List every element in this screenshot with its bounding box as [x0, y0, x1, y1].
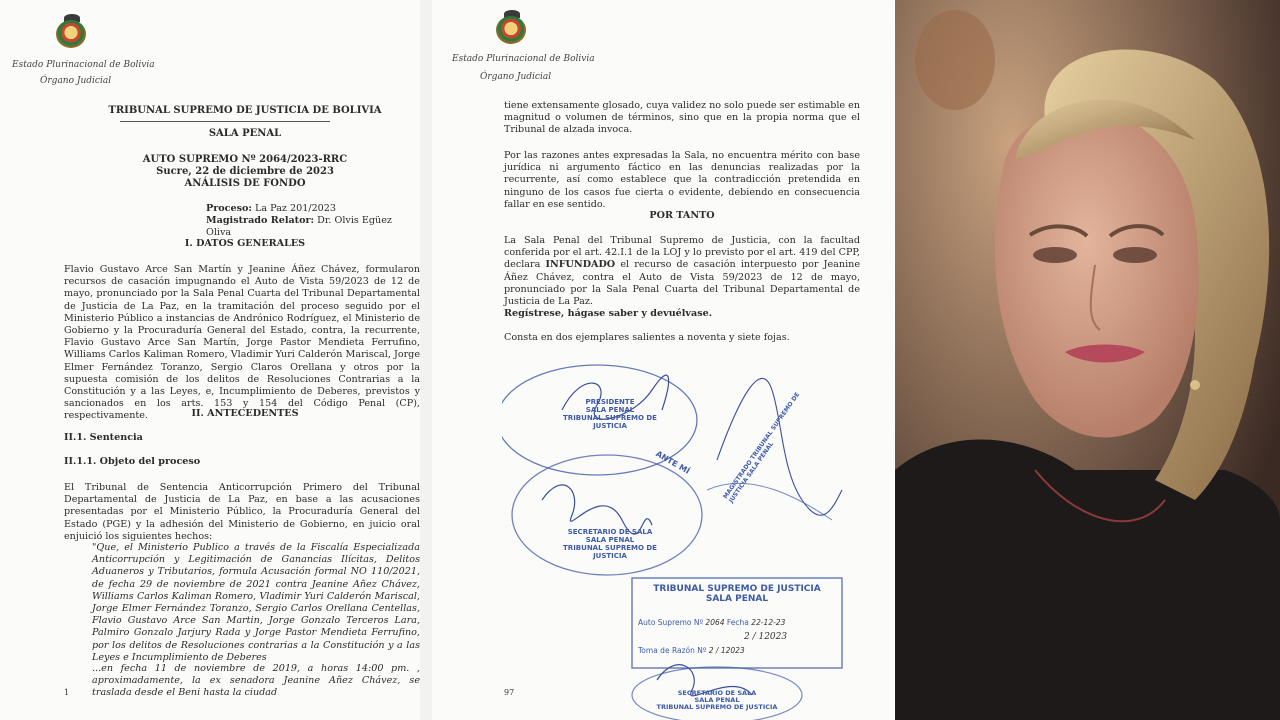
paragraph-tribunal: El Tribunal de Sentencia Anticorrupción Primero del Tribunal Departamental de Justicia de La Paz, en base a las acusaciones presentadas por el Ministerio Público, la Procuraduría General del Estado (PGE) y la adhesión del Ministerio de Gobierno, en juicio oral enjuició los siguientes hechos:: [64, 482, 420, 542]
estado-label: Estado Plurinacional de Bolivia: [12, 60, 155, 70]
stamp-secretario-2-text: SECRETARIO DE SALA SALA PENAL TRIBUNAL SUPREMO DE JUSTICIA: [656, 689, 778, 711]
subsection-objeto: II.1.1. Objeto del proceso: [64, 456, 201, 467]
header-rule: [120, 121, 330, 122]
organo-label: Órgano Judicial: [480, 72, 552, 82]
document-page-2: [432, 0, 894, 720]
analisis-heading: ANÁLISIS DE FONDO: [184, 178, 306, 189]
paragraph-glosado: tiene extensamente glosado, cuya validez no solo puede ser estimable en magnitud o volumen de términos, sino que en la propia norma que el Tribunal de alzada invoca.: [504, 100, 860, 136]
por-tanto-heading: POR TANTO: [649, 210, 715, 221]
estado-label: Estado Plurinacional de Bolivia: [452, 54, 595, 64]
left-eye: [1033, 247, 1077, 263]
stamp-secretario-text: SECRETARIO DE SALA SALA PENAL TRIBUNAL SUPREMO DE JUSTICIA: [563, 528, 657, 560]
ante-mi-stamp: ANTE MÍ: [654, 449, 692, 476]
box-libro-value: 2 / 12023: [744, 632, 788, 642]
consta-line: Consta en dos ejemplares salientes a noventa y siete fojas.: [504, 332, 790, 343]
proceso-line: Proceso: La Paz 201/2023: [206, 203, 336, 214]
box-auto-line: Auto Supremo Nº 2064 Fecha 22-12-23: [638, 618, 786, 627]
portrait-photo: [895, 0, 1280, 720]
section-datos-generales: I. DATOS GENERALES: [184, 238, 306, 249]
page-gap: [420, 0, 432, 720]
bolivia-coat-of-arms-icon: [52, 14, 92, 54]
sala-heading: SALA PENAL: [208, 128, 282, 139]
signature-secretario: [542, 485, 652, 534]
tribunal-heading: TRIBUNAL SUPREMO DE JUSTICIA DE BOLIVIA: [108, 105, 382, 116]
box-toma-line: Toma de Razón Nº 2 / 12023: [638, 646, 745, 655]
quote-acusacion: "Que, el Ministerio Publico a través de la Fiscalía Especializada Anticorrupción y Legitimación de Ganancias Ilícitas, Delitos Aduaneros y Tributarios, formula Acusación formal NO 110/2021, de fecha 29 de noviembre de 2021 contra Jeanine Añez Chávez, Williams Carlos Kaliman Romero, Vladimir Yuri Calderón Mariscal, Jorge Elmer Fernández Toranzo, Sergio Carlos Orellana Centellas, Flavio Gustavo Arce San Martin, Jorge Gonzalo Terceros Lara, Palmiro Gonzalo Jarjury Rada y Jorge Pastor Mendieta Ferrufino, por los delitos de Resoluciones contrarias a la Constitución y a las Leyes e Incumplimiento de Deberes: [92, 542, 420, 663]
quote-hechos: ...en fecha 11 de noviembre de 2019, a horas 14:00 pm. , aproximadamente, la ex senadora Jeanine Añez Chávez, se traslada desde el Beni hasta la ciudad: [92, 663, 420, 699]
page-number-97: 97: [504, 688, 515, 697]
earring-icon: [1190, 380, 1200, 390]
right-eye: [1113, 247, 1157, 263]
magistrado-line: Magistrado Relator: Dr. Olvis Egüez Oliva: [206, 215, 392, 239]
paragraph-datos: Flavio Gustavo Arce San Martín y Jeanine Áñez Chávez, formularon recursos de casación impugnando el Auto de Vista 59/2023 de 12 de mayo, pronunciado por la Sala Penal Cuarta del Tribunal Departamental de Justicia de La Paz, en la tramitación del proceso seguido por el Ministerio Público a instancias de Andrónico Rodríguez, el Ministerio de Gobierno y la Procuraduría General del Estado, contra, la recurrente, Flavio Gustavo Arce San Martín, Jorge Pastor Mendieta Ferrufino, Williams Carlos Kaliman Romero, Vladimir Yuri Calderón Mariscal, Jorge Elmer Fernández Toranzo, Sergio Claros Orellana y otros por la supuesta comisión de los delitos de Resoluciones Contrarias a la Constitución y a las Leyes, e, Incumplimiento de Deberes, previstos y sancionados en los arts. 153 y 154 del Código Penal (CP), respectivamente.: [64, 264, 420, 422]
stamp-magistrado-text: MAGISTRADO TRIBUNAL SUPREMO DE JUSTICIA SALA PENAL: [721, 391, 802, 505]
bolivia-coat-of-arms-icon: [492, 10, 532, 50]
stamp-box-header: TRIBUNAL SUPREMO DE JUSTICIA SALA PENAL: [653, 584, 821, 604]
section-antecedentes: II. ANTECEDENTES: [191, 408, 299, 419]
subsection-sentencia: II.1. Sentencia: [64, 432, 143, 443]
stamp-presidente-text: PRESIDENTE SALA PENAL TRIBUNAL SUPREMO DE JUSTICIA: [563, 398, 657, 430]
document-page-1: [0, 0, 420, 720]
dark-jacket: [895, 440, 1280, 720]
page-number-1: 1: [64, 688, 70, 697]
registrese-line: Regístrese, hágase saber y devuélvase.: [504, 308, 713, 319]
auto-number: AUTO SUPREMO Nº 2064/2023-RRC: [142, 154, 348, 165]
auto-date: Sucre, 22 de diciembre de 2023: [156, 166, 334, 177]
paragraph-razones: Por las razones antes expresadas la Sala, no encuentra mérito con base jurídica ni argumento fáctico en las denuncias realizadas por la recurrente, así como establece que la contradicción pretendida en ninguno de los casos fue cierta o evidente, debiendo en consecuencia fallar en ese sentido.: [504, 150, 860, 210]
paragraph-resolucion: La Sala Penal del Tribunal Supremo de Justicia, con la facultad conferida por el art. 42.I.1 de la LOJ y lo previsto por el art. 419 del CPP, declara INFUNDADO el recurso de casación interpuesto por Jeanine Áñez Chávez, contra el Auto de Vista 59/2023 de 12 de mayo, pronunciado por la Sala Penal Cuarta del Tribunal Departamental de Justicia de La Paz.: [504, 235, 860, 308]
organo-label: Órgano Judicial: [40, 76, 112, 86]
